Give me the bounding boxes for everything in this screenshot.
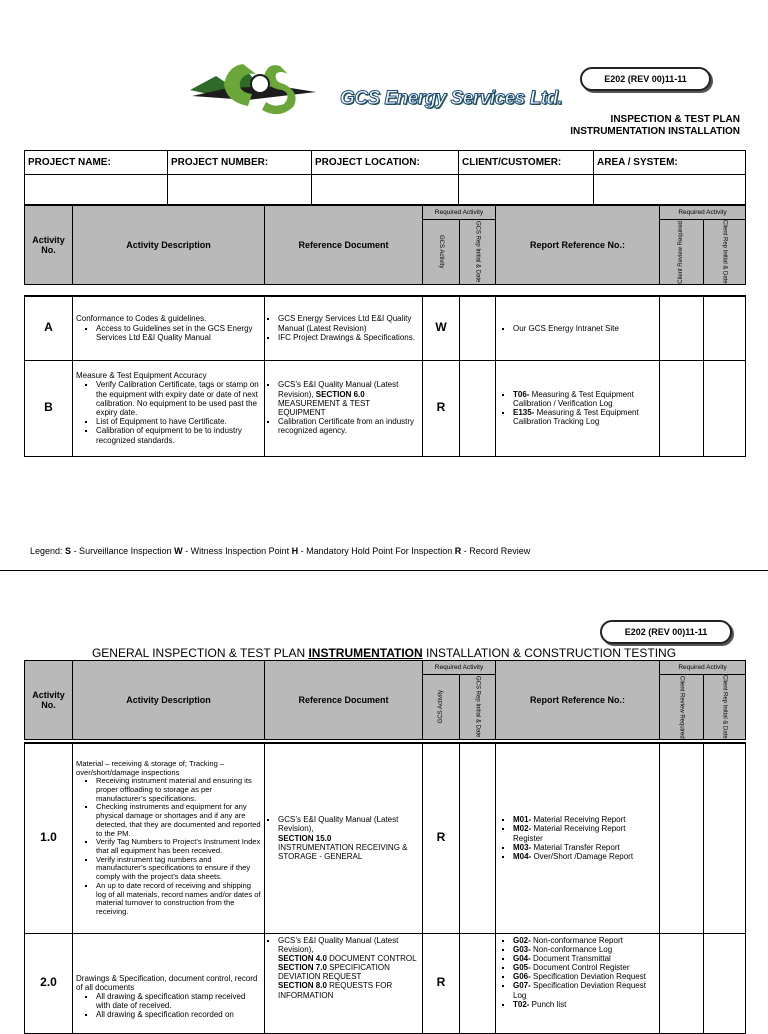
client-customer-field[interactable] bbox=[459, 175, 594, 205]
section-heading: GENERAL INSPECTION & TEST PLAN INSTRUMENTATION INSTALLATION & CONSTRUCTION TESTING bbox=[91, 646, 677, 660]
table-row bbox=[25, 933, 746, 1033]
header-activity-desc: Activity Description bbox=[73, 206, 265, 285]
header-gcs-rep: GCS Rep Initial & Date bbox=[474, 221, 481, 283]
company-logo bbox=[188, 54, 338, 126]
activity-intro: Drawings & Specification, document control, record of all documents bbox=[76, 973, 258, 992]
report-item: ▪ G05- Document Control Register bbox=[513, 963, 656, 972]
client-rep-cell[interactable] bbox=[704, 296, 746, 360]
header-report-ref: Report Reference No.: bbox=[496, 661, 660, 740]
report-item: ▪ T02- Punch list bbox=[513, 1000, 656, 1009]
report-item: ▪ M04- Over/Short /Damage Report bbox=[513, 852, 656, 861]
header-required-activity: Required Activity bbox=[423, 661, 496, 675]
gcs-rep-cell[interactable] bbox=[460, 360, 496, 456]
reference-item: ▪ GCS’s E&I Quality Manual (Latest Revision), SECTION 6.0 MEASUREMENT & TEST EQUIPMENT bbox=[278, 380, 419, 417]
client-rep-cell[interactable] bbox=[704, 933, 746, 1033]
header-client-review: Client Review Required bbox=[678, 220, 685, 284]
reference-item: ▪ GCS’s E&I Quality Manual (Latest Revision), SECTION 4.0 DOCUMENT CONTROL SECTION 7.0 SPECIFICATION DEVIATION REQUEST SECTION 8.0 REQUESTS FOR INFORMATION bbox=[278, 936, 419, 1000]
gcs-activity-code: R bbox=[423, 933, 460, 1033]
itp-body-table-2 bbox=[24, 742, 746, 1034]
header-gcs-activity: GCS Activity bbox=[438, 235, 445, 269]
page-divider bbox=[0, 570, 768, 571]
itp-header-table-2 bbox=[24, 660, 746, 740]
gcs-rep-cell[interactable] bbox=[460, 296, 496, 360]
table-row bbox=[25, 296, 746, 360]
activity-number: B bbox=[25, 360, 73, 456]
header-activity-no: Activity No. bbox=[25, 661, 73, 740]
activity-item: ▪ List of Equipment to have Certificate. bbox=[96, 417, 261, 426]
table-row bbox=[25, 360, 746, 456]
company-name: GCS Energy Services Ltd. bbox=[340, 88, 563, 109]
report-item: ▪ G07- Specification Deviation Request Log bbox=[513, 981, 656, 999]
header-reference-doc: Reference Document bbox=[265, 661, 423, 740]
activity-intro: Conformance to Codes & guidelines. bbox=[76, 314, 207, 324]
client-rep-cell[interactable] bbox=[704, 360, 746, 456]
activity-number: 1.0 bbox=[25, 743, 73, 933]
header-report-ref: Report Reference No.: bbox=[496, 206, 660, 285]
activity-item: ▪ Receiving instrument material and ensuring its proper offloading to storage as per manufacturer’s specifications. bbox=[96, 777, 261, 803]
gcs-rep-cell[interactable] bbox=[460, 743, 496, 933]
reference-item: ▪ GCS’s E&I Quality Manual (Latest Revision), SECTION 15.0 INSTRUMENTATION RECEIVING & STORAGE - GENERAL bbox=[278, 815, 419, 861]
gcs-activity-code: R bbox=[423, 360, 460, 456]
header-required-activity-client: Required Activity bbox=[660, 661, 746, 675]
report-item: ▪ G02- Non-conformance Report bbox=[513, 936, 656, 945]
area-system-field[interactable] bbox=[594, 175, 746, 205]
header-required-activity-client: Required Activity bbox=[660, 206, 746, 220]
client-review-cell[interactable] bbox=[660, 743, 704, 933]
report-item: ▪ G03- Non-conformance Log bbox=[513, 945, 656, 954]
activity-item: ▪ Verify instrument tag numbers and manufacturer’s specifications to ensure if they comply with the project’s data sheets. bbox=[96, 856, 261, 882]
project-name-field[interactable] bbox=[25, 175, 168, 205]
reference-item: ▪ Calibration Certificate from an industry recognized agency. bbox=[278, 417, 419, 435]
report-item: ▪ Our GCS Energy Intranet Site bbox=[513, 324, 656, 333]
activity-item: ▪ Access to Guidelines set in the GCS Energy Services Ltd E&I Quality Manual bbox=[96, 324, 261, 342]
itp-header-table-1 bbox=[24, 205, 746, 285]
gcs-rep-cell[interactable] bbox=[460, 933, 496, 1033]
report-item: ▪ G04- Document Transmittal bbox=[513, 954, 656, 963]
activity-item: ▪ Calibration of equipment to be to industry recognized standards. bbox=[96, 426, 261, 444]
header-required-activity: Required Activity bbox=[423, 206, 496, 220]
page-title-line1: INSPECTION & TEST PLAN bbox=[610, 114, 740, 125]
client-customer-label: CLIENT/CUSTOMER: bbox=[459, 151, 594, 175]
project-location-field[interactable] bbox=[312, 175, 459, 205]
activity-intro: Material – receiving & storage of; Tracking – over/short/damage inspections bbox=[76, 758, 225, 777]
report-item: ▪ M01- Material Receiving Report bbox=[513, 815, 656, 824]
itp-body-table-1 bbox=[24, 295, 746, 457]
activity-item: ▪ An up to date record of receiving and shipping log of all materials, record names and/or dates of material turnover to construction from the receiving. bbox=[96, 882, 261, 917]
area-system-label: AREA / SYSTEM: bbox=[594, 151, 746, 175]
reference-item: ▪ GCS Energy Services Ltd E&I Quality Manual (Latest Revision) bbox=[278, 314, 419, 332]
client-review-cell[interactable] bbox=[660, 360, 704, 456]
header-gcs-activity: GCS Activity bbox=[437, 690, 444, 724]
activity-number: A bbox=[25, 296, 73, 360]
gcs-activity-code: R bbox=[423, 743, 460, 933]
doc-code-badge-2: E202 (REV 00)11-11 bbox=[600, 620, 732, 644]
client-review-cell[interactable] bbox=[660, 296, 704, 360]
header-client-rep: Client Rep Initial & Date bbox=[721, 220, 728, 284]
client-review-cell[interactable] bbox=[660, 933, 704, 1033]
report-item: ▪ M03- Material Transfer Report bbox=[513, 843, 656, 852]
page-title-line2: INSTRUMENTATION INSTALLATION bbox=[570, 126, 740, 137]
project-name-label: PROJECT NAME: bbox=[25, 151, 168, 175]
header-activity-no: Activity No. bbox=[25, 206, 73, 285]
project-number-label: PROJECT NUMBER: bbox=[168, 151, 312, 175]
activity-item: ▪ Verify Tag Numbers to Project’s Instrument Index that all equipment has been received. bbox=[96, 838, 261, 855]
activity-item: ▪ Verify Calibration Certificate, tags or stamp on the equipment with expiry date or date of next calibration. No equipment to be used past the expiry date. bbox=[96, 380, 261, 417]
report-item: ▪ E135- Measuring & Test Equipment Calibration Tracking Log bbox=[513, 408, 656, 426]
gcs-activity-code: W bbox=[423, 296, 460, 360]
header-client-review: Client Review Required bbox=[678, 675, 685, 739]
client-rep-cell[interactable] bbox=[704, 743, 746, 933]
header-reference-doc: Reference Document bbox=[265, 206, 423, 285]
header-activity-desc: Activity Description bbox=[73, 661, 265, 740]
header-gcs-rep: GCS Rep Initial & Date bbox=[474, 676, 481, 738]
project-number-field[interactable] bbox=[168, 175, 312, 205]
activity-item: ▪ All drawing & specification stamp received with date of received. bbox=[96, 992, 261, 1010]
doc-code-badge: E202 (REV 00)11-11 bbox=[580, 67, 711, 91]
report-item: ▪ G06- Specification Deviation Request bbox=[513, 972, 656, 981]
report-item: ▪ T06- Measuring & Test Equipment Calibration / Verification Log bbox=[513, 390, 656, 408]
report-item: ▪ M02- Material Receiving Report Register bbox=[513, 824, 656, 842]
project-info-table bbox=[24, 150, 746, 205]
legend: Legend: S - Surveillance Inspection W - Witness Inspection Point H - Mandatory Hold Point For Inspection R - Record Review bbox=[30, 546, 531, 556]
activity-item: ▪ All drawing & specification recorded on bbox=[96, 1010, 261, 1019]
project-location-label: PROJECT LOCATION: bbox=[312, 151, 459, 175]
reference-item: ▪ IFC Project Drawings & Specifications. bbox=[278, 333, 419, 342]
activity-intro: Measure & Test Equipment Accuracy bbox=[76, 371, 207, 381]
activity-number: 2.0 bbox=[25, 933, 73, 1033]
table-row bbox=[25, 743, 746, 933]
activity-item: ▪ Checking instruments and equipment for any physical damage or shortages and if any are detected, that they are documented and reported to the PM. bbox=[96, 803, 261, 838]
header-client-rep: Client Rep Initial & Date bbox=[721, 675, 728, 739]
